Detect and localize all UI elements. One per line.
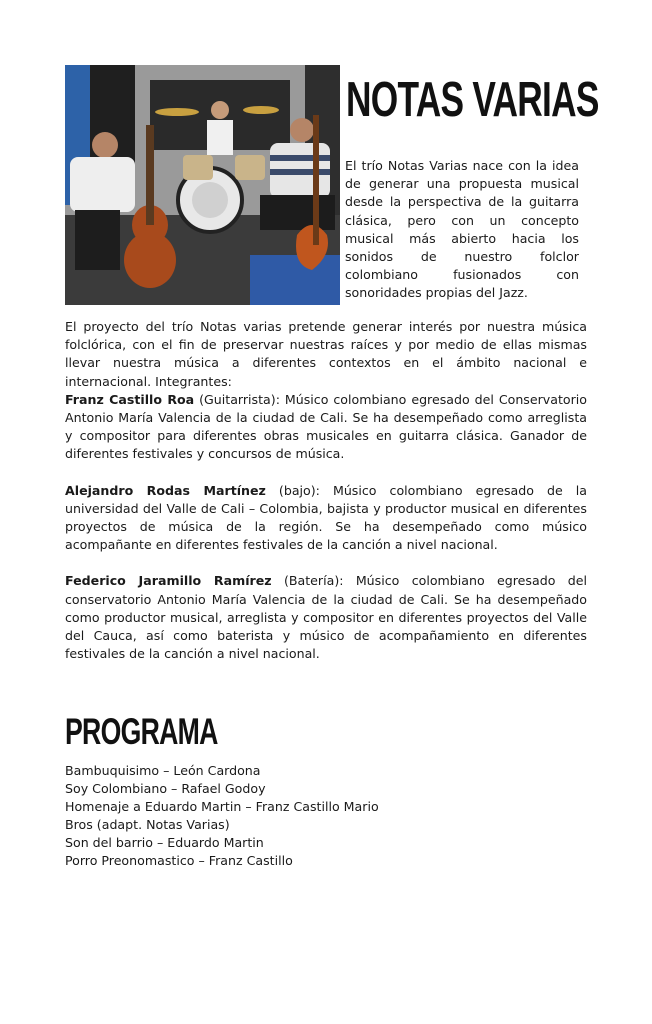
- member-description: (Batería): Músico colombiano egresado del conservatorio Antonio María Valencia de la ciudad de Cali. Se ha desempeñado como productor musical, arreglista y compositor en diferentes proyectos del Valle del Cauca, así como baterista y músico de acompañamiento en diferentes festivales de la canción a nivel nacional.: [65, 573, 587, 662]
- program-title: PROGRAMA: [65, 711, 218, 752]
- spacer: [65, 464, 587, 482]
- page-title: NOTAS VARIAS: [346, 73, 599, 127]
- member-description: (bajo): Músico colombiano egresado de la universidad del Valle de Cali – Colombia, bajista y productor musical en diferentes proyectos de música de la región. Se ha desempeñado como músico acompañante en diferentes festivales de la canción a nivel nacional.: [65, 482, 587, 553]
- member-name: Franz Castillo Roa: [65, 391, 195, 407]
- spacer: [65, 554, 587, 572]
- member-name: Alejandro Rodas Martínez: [65, 482, 266, 498]
- member-federico: [65, 572, 587, 663]
- project-paragraph: El proyecto del trío Notas varias pretende generar interés por nuestra música folclórica, con el fin de preservar nuestras raíces y por medio de ellas mismas llevar nuestra música a diferentes contextos en el ámbito nacional e internacional. Integrantes:: [65, 319, 587, 389]
- band-photo-illustration: [65, 65, 340, 305]
- program-item: Bambuquisimo – León Cardona: [65, 763, 261, 778]
- program-list: [65, 762, 379, 871]
- program-item: Son del barrio – Eduardo Martin: [65, 835, 264, 851]
- band-photo: [65, 65, 340, 305]
- program-item: Soy Colombiano – Rafael Godoy: [65, 781, 266, 797]
- body-text: [65, 318, 587, 663]
- member-name: Federico Jaramillo Ramírez: [65, 573, 272, 589]
- intro-text: El trío Notas Varias nace con la idea de generar una propuesta musical desde la perspectiva de la guitarra clásica, pero con un concepto musical más abierto hacia los sonidos de nuestro folclor colombiano fusionados con sonoridades propias del Jazz.: [345, 158, 579, 301]
- member-description: (Guitarrista): Músico colombiano egresado del Conservatorio Antonio María Valencia de la ciudad de Cali. Se ha desempeñado como arreglista y compositor para diferentes obras musicales en guitarra clásica. Ganador de diferentes festivales y concursos de música.: [65, 391, 587, 462]
- program-item: Bros (adapt. Notas Varias): [65, 817, 230, 833]
- member-franz: [65, 391, 587, 464]
- program-item: Porro Preonomastico – Franz Castillo: [65, 853, 293, 869]
- program-item: Homenaje a Eduardo Martin – Franz Castillo Mario: [65, 799, 379, 815]
- member-alejandro: [65, 482, 587, 555]
